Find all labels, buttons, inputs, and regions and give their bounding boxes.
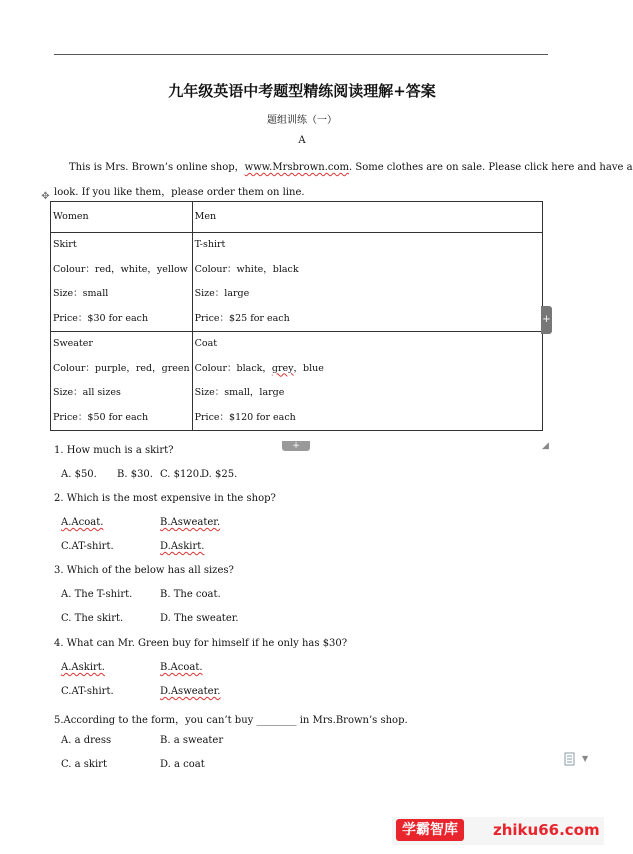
q5-option-b: B. a sweater xyxy=(160,735,224,746)
table-cell-tshirt xyxy=(192,233,542,332)
table-cell-skirt xyxy=(51,233,193,332)
colour-post: ，blue xyxy=(293,362,324,374)
table-header-men: Men xyxy=(192,202,542,233)
q1-option-c: C. $120. xyxy=(160,469,203,480)
intro-line-1 xyxy=(69,158,633,173)
item-name: Sweater xyxy=(53,338,93,349)
table-cell-sweater xyxy=(51,332,193,431)
q4-option-c: C.AT-shirt. xyxy=(61,686,114,697)
section-label: A xyxy=(298,135,306,146)
q4-option-b: B.Acoat. xyxy=(160,662,203,673)
table-add-row-button[interactable]: + xyxy=(282,441,310,451)
q3-option-b: B. The coat. xyxy=(160,589,221,600)
item-name: T-shirt xyxy=(194,239,226,250)
item-colour xyxy=(195,357,540,382)
q2-option-a: A.Acoat. xyxy=(61,517,104,528)
document-subtitle: 题组训练（一） xyxy=(267,115,337,126)
question-5 xyxy=(54,711,408,726)
item-price: Price：$25 for each xyxy=(194,312,290,324)
item-price: Price：$50 for each xyxy=(53,411,149,423)
item-name: Coat xyxy=(194,338,218,349)
q3-option-d: D. The sweater. xyxy=(160,613,239,624)
watermark-logo: 学霸智库 xyxy=(396,819,464,841)
q5-option-a: A. a dress xyxy=(61,735,112,746)
item-size: Size：large xyxy=(194,288,250,299)
q3-option-a: A. The T-shirt. xyxy=(61,589,133,600)
item-name: Skirt xyxy=(53,239,77,250)
q1-option-d: D. $25. xyxy=(201,469,238,480)
shop-url: www.Mrsbrown.com xyxy=(244,162,349,173)
q5-text-post: in Mrs.Brown’s shop. xyxy=(299,715,408,726)
q3-option-c: C. The skirt. xyxy=(61,613,124,624)
shop-table xyxy=(50,201,543,431)
watermark-site: zhiku66.com xyxy=(493,821,600,839)
intro-text-post: . Some clothes are on sale. Please click here and have a xyxy=(348,162,633,173)
q2-option-b: B.Asweater. xyxy=(160,517,221,528)
table-header-women: Women xyxy=(51,202,193,233)
item-size: Size：small，large xyxy=(194,387,285,398)
intro-text-pre: This is Mrs. Brown’s online shop， xyxy=(69,162,245,173)
q4-option-a: A.Askirt. xyxy=(61,662,105,673)
item-colour: Colour：white，black xyxy=(194,263,299,275)
q5-option-d: D. a coat xyxy=(160,759,205,770)
q5-text-pre: 5.According to the form，you can’t buy xyxy=(54,715,254,726)
q5-option-c: C. a skirt xyxy=(61,759,107,770)
document-options-icon[interactable] xyxy=(563,752,577,766)
colour-grey: grey xyxy=(271,362,294,374)
item-size: Size：all sizes xyxy=(53,387,121,398)
colour-pre: Colour：black， xyxy=(194,362,272,374)
item-price: Price：$30 for each xyxy=(53,312,149,324)
q4-option-d: D.Asweater. xyxy=(160,686,221,697)
document-title: 九年级英语中考题型精练阅读理解+答案 xyxy=(168,82,436,100)
table-move-handle-icon[interactable]: ✥ xyxy=(41,191,50,202)
table-add-column-button[interactable]: + xyxy=(541,306,552,334)
q1-option-a: A. $50. xyxy=(61,469,97,480)
chevron-down-icon[interactable]: ▼ xyxy=(582,754,589,763)
q1-option-b: B. $30. xyxy=(117,469,153,480)
intro-line-2: look. If you like them，please order them on line. xyxy=(54,187,305,198)
item-colour: Colour：red，white，yellow xyxy=(53,263,188,275)
question-2: 2. Which is the most expensive in the shop? xyxy=(54,493,276,504)
table-resize-handle-icon[interactable]: ◢ xyxy=(542,441,549,451)
header-rule xyxy=(54,54,548,55)
question-4: 4. What can Mr. Green buy for himself if he only has $30? xyxy=(54,638,348,649)
q2-option-d: D.Askirt. xyxy=(160,541,205,552)
question-1: 1. How much is a skirt? xyxy=(54,445,174,456)
question-3: 3. Which of the below has all sizes? xyxy=(54,565,234,576)
q2-option-c: C.AT-shirt. xyxy=(61,541,114,552)
item-size: Size：small xyxy=(53,288,109,299)
q5-blank: ________ xyxy=(256,715,297,726)
table-cell-coat xyxy=(192,332,542,431)
item-price: Price：$120 for each xyxy=(194,411,296,423)
item-colour: Colour：purple，red，green xyxy=(53,362,190,374)
